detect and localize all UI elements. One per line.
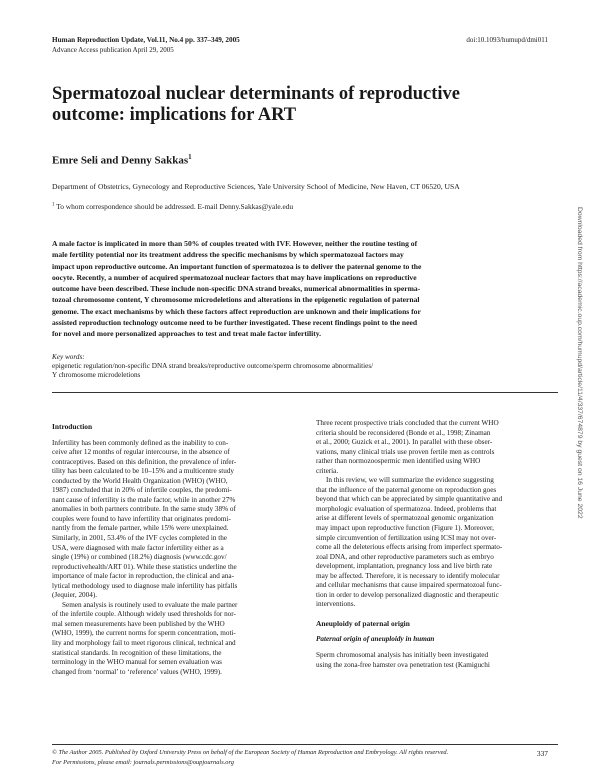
text-line: Similarly, in 2001, 53.4% of the IVF cycles completed in the	[52, 534, 227, 543]
text-line: et al., 2000; Guzick et al., 2001). In parallel with these obser-	[316, 438, 493, 447]
text-line: may be affected. Therefore, it is necessary to identify molecular	[316, 571, 500, 580]
text-line: nant cause of infertility is the male factor, while in another 27%	[52, 495, 236, 504]
article-title	[52, 84, 532, 126]
text-line: tion in order to develop personalized diagnostic and therapeutic	[316, 590, 499, 599]
text-line: (Jequier, 2004).	[52, 591, 98, 600]
copyright-notice: © The Author 2005. Published by Oxford University Press on behalf of the European Society of Human Reproduction and Embryology. All rights reserved.	[52, 749, 449, 756]
text-line: of the infertile couple. Although widely used thresholds for nor-	[52, 610, 236, 619]
text-line: Sperm chromosomal analysis has initially been investigated	[316, 651, 489, 660]
text-line: arise at different levels of spermatozoal genomic organization	[316, 514, 494, 523]
text-line: In this review, we will summarize the evidence suggesting	[326, 476, 494, 485]
text-line: lytical methodology used to diagnose male infertility has pitfalls	[52, 581, 238, 590]
paragraph	[52, 439, 294, 601]
text-line: and cellular mechanisms that cause impaired spermatozoal func-	[316, 581, 502, 590]
text-line: Semen analysis is routinely used to evaluate the male partner	[62, 600, 238, 609]
text-line: criteria should be reconsidered (Bonde et al., 1998; Zinaman	[316, 428, 491, 437]
text-line: couples were found to have infertility that originates predomi-	[52, 514, 231, 523]
text-line: (WHO, 1999), the current norms for sperm concentration, moti-	[52, 629, 236, 638]
text-line: simple circumvention of fertilization using ICSI may not over-	[316, 533, 497, 542]
text-line: that the influence of the paternal genome on reproduction goes	[316, 485, 497, 494]
text-line: development, implantation, pregnancy loss and live birth rate	[316, 562, 493, 571]
text-line: reproductivehealth/ART 01). While these statistics underline the	[52, 562, 237, 571]
title-line: Spermatozoal nuclear determinants of reproductive	[52, 84, 460, 104]
text-line: importance of male factor in reproduction, the clinical and ana-	[52, 572, 235, 581]
author-footnote-mark: 1	[188, 153, 192, 161]
text-line: beyond that which can be appreciated by simple quantitative and	[316, 495, 503, 504]
text-line: lity and morphology fail to meet rigorous clinical, technical and	[52, 639, 236, 648]
keywords-line	[52, 353, 558, 371]
affiliation: Department of Obstetrics, Gynecology and Reproductive Sciences, Yale University School of Medicine, New Haven, CT 06520, USA	[52, 182, 460, 191]
text-line: ceive after 12 months of regular intercourse, in the absence of	[52, 448, 230, 457]
correspondence-text: To whom correspondence should be addressed. E-mail Denny.Sakkas@yale.edu	[56, 202, 294, 211]
text-line: zoal DNA, and other reproductive parameters such as embryo	[316, 552, 494, 561]
section-heading-introduction: Introduction	[52, 422, 93, 431]
spacer	[316, 610, 558, 619]
abstract-line: outcome have been described. These include non-specific DNA strand breaks, numerical abnormalities in sperma-	[52, 284, 421, 294]
journal-citation: Human Reproduction Update, Vol.11, No.4 pp. 337–349, 2005	[52, 36, 240, 44]
text-line: may impact upon reproductive function (Figure 1). Moreover,	[316, 524, 494, 533]
section-heading-aneuploidy: Aneuploidy of paternal origin	[316, 618, 410, 628]
text-line: criteria.	[316, 466, 339, 475]
keywords-line: Y chromosome microdeletions	[52, 371, 141, 380]
text-line: anomalies in both partners contribute. In the same study 38% of	[52, 505, 236, 514]
abstract-line: for novel and more personalized approaches to test and treat male factor infertility.	[52, 329, 322, 339]
text-line: 1987) concluded that in 20% of infertile couples, the predomi-	[52, 486, 232, 495]
text-line: single (19%) or combined (18.2%) diagnosis (www.cdc.gov/	[52, 553, 227, 562]
text-line: USA, were diagnosed with male factor infertility either as a	[52, 543, 224, 552]
text-line: come all the deleterious effects arising from imperfect spermato-	[316, 543, 503, 552]
subsection-heading: Paternal origin of aneuploidy in human	[316, 635, 435, 644]
abstract-line: male fertility potential nor its treatment address the specific mechanisms by which spermatozoal factors may	[52, 250, 404, 260]
text-line: statistical standards. In recognition of these limitations, the	[52, 648, 222, 657]
keywords-list: epigenetic regulation/non-specific DNA strand breaks/reproductive outcome/sperm chromosome abnormalities/	[52, 362, 374, 371]
paragraph	[316, 476, 558, 610]
paragraph	[52, 601, 294, 677]
page-number: 337	[536, 749, 548, 758]
authors	[52, 153, 192, 167]
text-line: rather than normozoospermic men identified using WHO	[316, 457, 481, 466]
text-line: nantly from the female partner, while 15% were unexplained.	[52, 524, 229, 533]
doi[interactable]: doi:10.1093/humupd/dmi011	[466, 36, 548, 44]
text-line: conducted by the World Health Organization (WHO) (WHO,	[52, 476, 228, 485]
text-line: terminology in the WHO manual for semen evaluation was	[52, 658, 222, 667]
left-column	[52, 422, 294, 677]
abstract	[52, 238, 558, 340]
paragraph	[316, 651, 558, 670]
text-line: Infertility has been commonly defined as the inability to con-	[52, 438, 229, 447]
text-line: tility has been calculated to be 10–15% and a multicentre study	[52, 467, 235, 476]
text-line: vations, many clinical trials use proven fertile men as controls	[316, 447, 495, 456]
text-line: using the zona-free hamster ova penetration test (Kamiguchi	[316, 660, 490, 669]
paragraph	[316, 419, 558, 476]
footer-divider	[52, 744, 558, 745]
text-line: mal semen measurements have been published by the WHO	[52, 619, 225, 628]
divider	[52, 392, 558, 393]
text-line: changed from ‘normal’ to ‘reference’ values (WHO, 1999).	[52, 667, 222, 676]
correspondence-note	[52, 202, 293, 211]
right-column	[316, 419, 558, 670]
abstract-line: oocyte. Recently, a number of acquired spermatozoal nuclear factors that may have implications on reproductive	[52, 272, 417, 282]
download-watermark: Downloaded from https://academic.oup.com/humupd/article/11/4/337/674879 by guest on 16 June 2022	[576, 207, 583, 519]
title-line: outcome: implications for ART	[52, 105, 297, 125]
abstract-line: tozoal chromosome content, Y chromosome microdeletions and alterations in the epigenetic regulation of paternal	[52, 295, 420, 305]
keywords	[52, 353, 558, 381]
text-line: Three recent prospective trials concluded that the current WHO	[316, 419, 499, 427]
abstract-line: assisted reproduction technology outcome need to be further investigated. These recent findings point to the need	[52, 318, 418, 328]
abstract-line: impact upon reproductive outcome. An important function of spermatozoa is to deliver the paternal genome to the	[52, 261, 422, 271]
text-line: contraceptives. Based on this definition, the prevalence of infer-	[52, 457, 237, 466]
advance-access-note: Advance Access publication April 29, 2005	[52, 46, 174, 54]
keywords-label: Key words:	[52, 353, 85, 361]
author-names: Emre Seli and Denny Sakkas	[52, 154, 189, 167]
abstract-line: genome. The exact mechanisms by which these factors affect reproduction are unknown and their implications for	[52, 306, 421, 316]
text-line: interventions.	[316, 600, 356, 609]
abstract-line: A male factor is implicated in more than 50% of couples treated with IVF. However, neither the routine testing of	[52, 239, 418, 248]
permissions-notice: For Permissions, please email: journals.permissions@oupjournals.org	[52, 759, 234, 766]
text-line: morphologic evaluation of spermatozoa. Indeed, problems that	[316, 504, 497, 513]
correspondence-mark: 1	[52, 202, 55, 208]
